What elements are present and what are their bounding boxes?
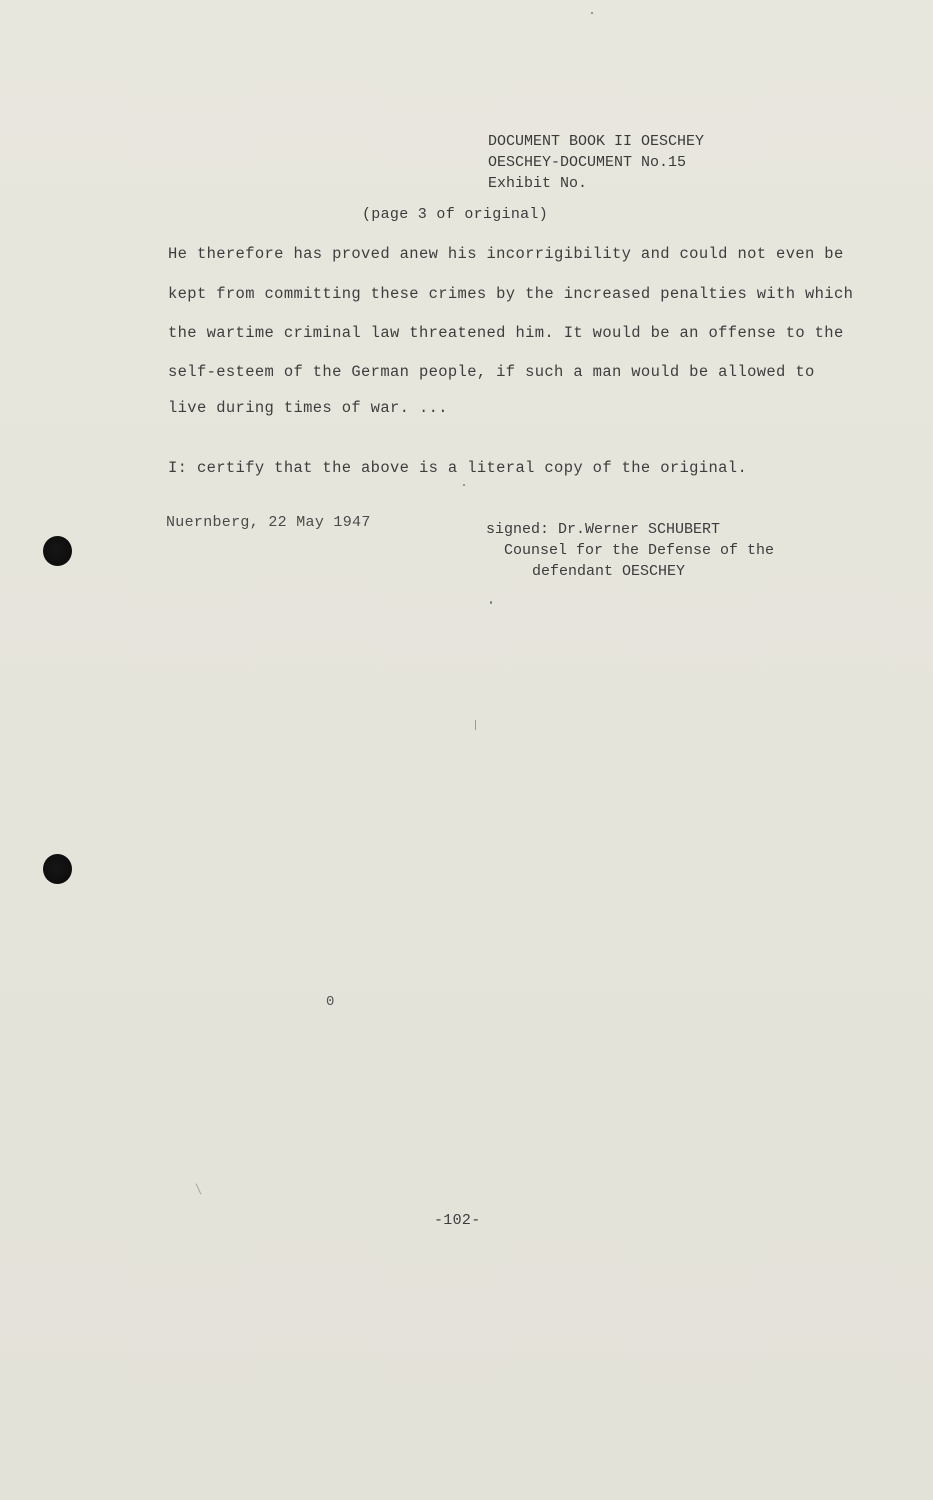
signature-title: Counsel for the Defense of the bbox=[504, 542, 775, 559]
body-line-5: live during times of war. ... bbox=[168, 399, 448, 417]
header-document-book: DOCUMENT BOOK II OESCHEY bbox=[488, 133, 705, 150]
body-line-3: the wartime criminal law threatened him. It would be an offense to the bbox=[168, 324, 844, 342]
header-exhibit-number: Exhibit No. bbox=[488, 175, 588, 192]
paper-speck bbox=[196, 1183, 202, 1194]
paper-speck bbox=[591, 12, 593, 14]
page-number: -102- bbox=[434, 1212, 481, 1229]
signature-defendant: defendant OESCHEY bbox=[532, 563, 686, 580]
page-of-original-note: (page 3 of original) bbox=[362, 206, 549, 223]
body-line-2: kept from committing these crimes by the increased penalties with which bbox=[168, 285, 854, 303]
body-line-4: self-esteem of the German people, if such a man would be allowed to bbox=[168, 363, 815, 381]
header-document-number: OESCHEY-DOCUMENT No.15 bbox=[488, 154, 687, 171]
document-header bbox=[488, 131, 704, 194]
paper-speck bbox=[463, 484, 465, 486]
place-and-date: Nuernberg, 22 May 1947 bbox=[166, 514, 371, 531]
punch-hole-bottom bbox=[43, 854, 72, 884]
signature-block bbox=[486, 519, 774, 582]
certification-statement: I: certify that the above is a literal copy of the original. bbox=[168, 459, 748, 477]
signature-name: signed: Dr.Werner SCHUBERT bbox=[486, 521, 721, 538]
body-line-1: He therefore has proved anew his incorrigibility and could not even be bbox=[168, 245, 844, 263]
stray-mark: 0 bbox=[326, 994, 335, 1010]
punch-hole-top bbox=[43, 536, 72, 566]
paper-speck bbox=[475, 720, 476, 730]
paper-speck bbox=[490, 601, 492, 604]
